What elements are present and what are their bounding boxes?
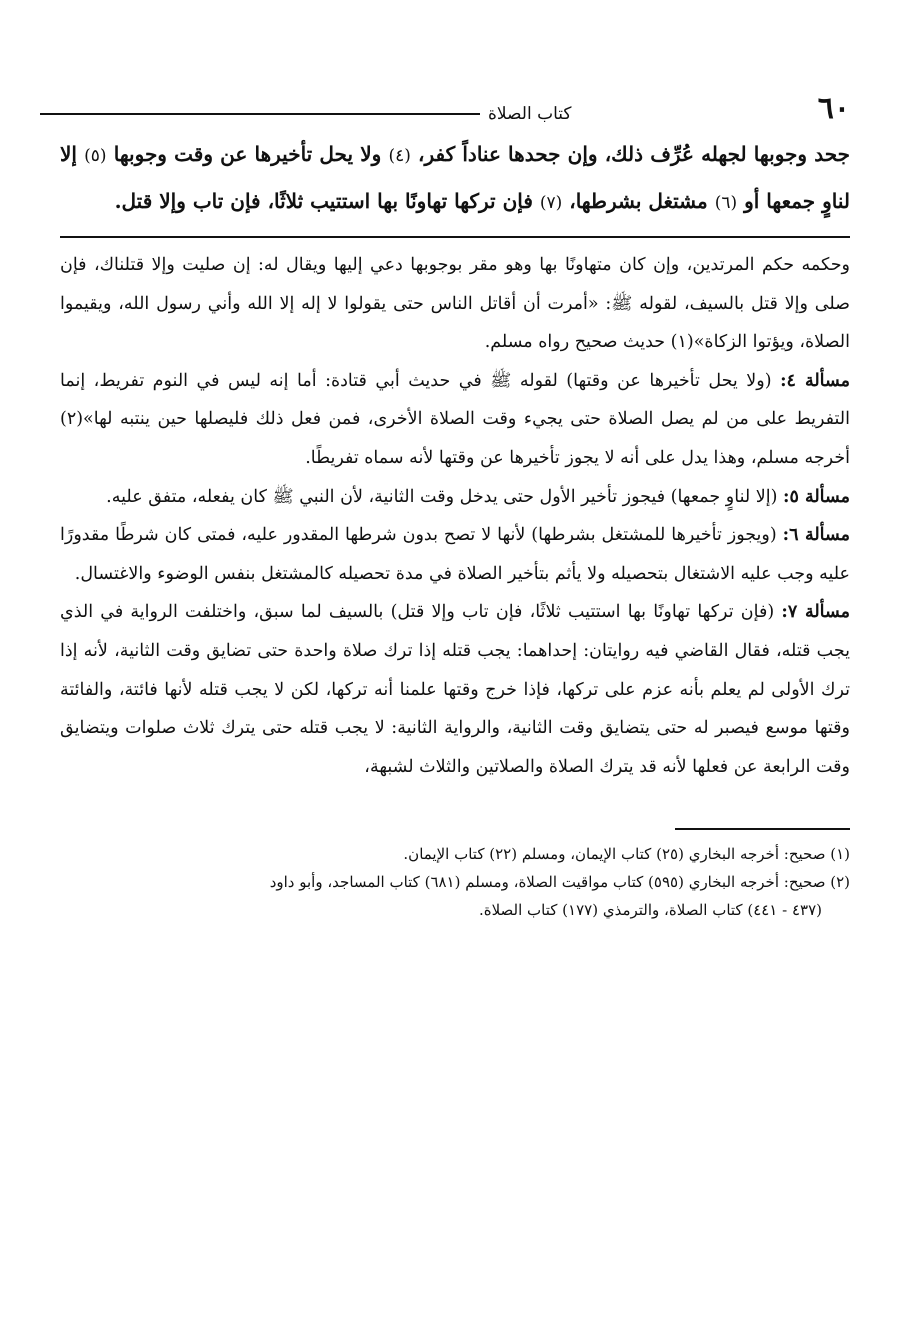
masala-6-label: مسألة ٦: — [782, 525, 850, 546]
note-ref-7: (٧) — [539, 193, 563, 213]
page-header — [60, 84, 850, 124]
masala-5 — [60, 478, 850, 517]
footnote-1: (١) صحيح: أخرجه البخاري (٢٥) كتاب الإيمان، ومسلم (٢٢) كتاب الإيمان. — [403, 845, 850, 864]
footnote-2-continued: (٤٣٧ - ٤٤١) كتاب الصلاة، والترمذي (١٧٧) كتاب الصلاة. — [478, 901, 822, 920]
masala-6-text: (ويجوز تأخيرها للمشتغل بشرطها) لأنها لا تصح بدون شرطها المقدور عليه، فمتى كان شرطًا مقدورًا عليه وجب عليه الاشتغال بتحصيله ولا يأثم بتأخير الصلاة في مدة تحصيله كالمشتغل بنفس الوضوء والاغتسال. — [60, 525, 850, 584]
masala-7 — [60, 593, 850, 786]
masala-7-text: (فإن تركها تهاونًا بها استتيب ثلاثًا، فإن تاب وإلا قتل) بالسيف لما سبق، واختلفت الرواية في الذي يجب قتله، فقال القاضي فيه روايتان: إحداهما: يجب قتله إذا ترك صلاة واحدة حتى تضايق وقت الثانية، لأنه إذا ترك الأولى لم يعلم بأنه عزم على تركها، فإذا خرج وقتها علمنا أنه تركها، لكن لا يجب قتله لأنها فائتة، والفائتة وقتها موسع فيصبر له حتى يتضايق وقت الثانية، والرواية الثانية: لا يجب قتله حتى يترك ثلاث صلوات ويتضايق وقت الرابعة عن فعلها لأنه قد يترك الصلاة والصلاتين والثلاث لشبهة، — [60, 602, 850, 777]
note-ref-4: (٤) — [388, 146, 411, 166]
masala-4-text: (ولا يحل تأخيرها عن وقتها) لقوله ﷺ في حديث أبي قتادة: أما إنه ليس في النوم تفريط، إنما التفريط على من لم يصل الصلاة حتى يجيء وقت الصلاة الأخرى، فمن فعل ذلك فليصلها حين ينتبه لها»(٢) أخرجه مسلم، وهذا يدل على أنه لا يجوز تأخيرها عن وقتها لأنه سماه تفريطًا. — [60, 370, 850, 468]
footnotes — [60, 840, 850, 924]
main-text — [60, 132, 850, 226]
commentary — [60, 246, 850, 786]
note-ref-6: (٦) — [714, 193, 738, 213]
matn-part-1: جحد وجوبها لجهله عُرِّف ذلك، وإن جحدها عناداً كفر، — [410, 142, 850, 166]
page-number: ٦٠ — [817, 91, 850, 126]
matn-part-2: ولا يحل تأخيرها عن وقت وجوبها — [106, 142, 389, 166]
masala-5-text: (إلا لناوٍ جمعها) فيجوز تأخير الأول حتى يدخل وقت الثانية، لأن النبي ﷺ كان يفعله، متفق عليه. — [106, 486, 783, 507]
footnote-2: (٢) صحيح: أخرجه البخاري (٥٩٥) كتاب مواقيت الصلاة، ومسلم (٦٨١) كتاب المساجد، وأبو داود — [269, 873, 850, 892]
masala-5-label: مسألة ٥: — [783, 486, 850, 507]
header-rule — [40, 113, 480, 115]
masala-4-label: مسألة ٤: — [780, 370, 850, 391]
masala-7-label: مسألة ٧: — [781, 602, 850, 623]
running-header — [40, 104, 572, 124]
footnote-rule — [675, 828, 850, 830]
note-ref-5: (٥) — [84, 146, 107, 166]
matn-part-5: فإن تركها تهاونًا بها استتيب ثلاثًا، فإن تاب وإلا قتل. — [114, 189, 540, 213]
chapter-title: كتاب الصلاة — [488, 104, 572, 124]
masala-4 — [60, 362, 850, 478]
commentary-intro: وحكمه حكم المرتدين، وإن كان متهاونًا بها وهو مقر بوجوبها دعي إليها ويقال له: إن صليت وإلا قتلناك، فإن صلى وإلا قتل بالسيف، لقوله ﷺ: «أمرت أن أقاتل الناس حتى يقولوا لا إله إلا الله وأني رسول الله، ويقيموا الصلاة، ويؤتوا الزكاة»(١) حديث صحيح رواه مسلم. — [60, 255, 850, 353]
section-separator — [60, 236, 850, 238]
masala-6 — [60, 516, 850, 593]
matn-part-4: مشتغل بشرطها، — [562, 189, 715, 213]
matn-part-3: إلا لناوٍ جمعها أو — [60, 142, 850, 213]
book-page — [60, 84, 850, 924]
